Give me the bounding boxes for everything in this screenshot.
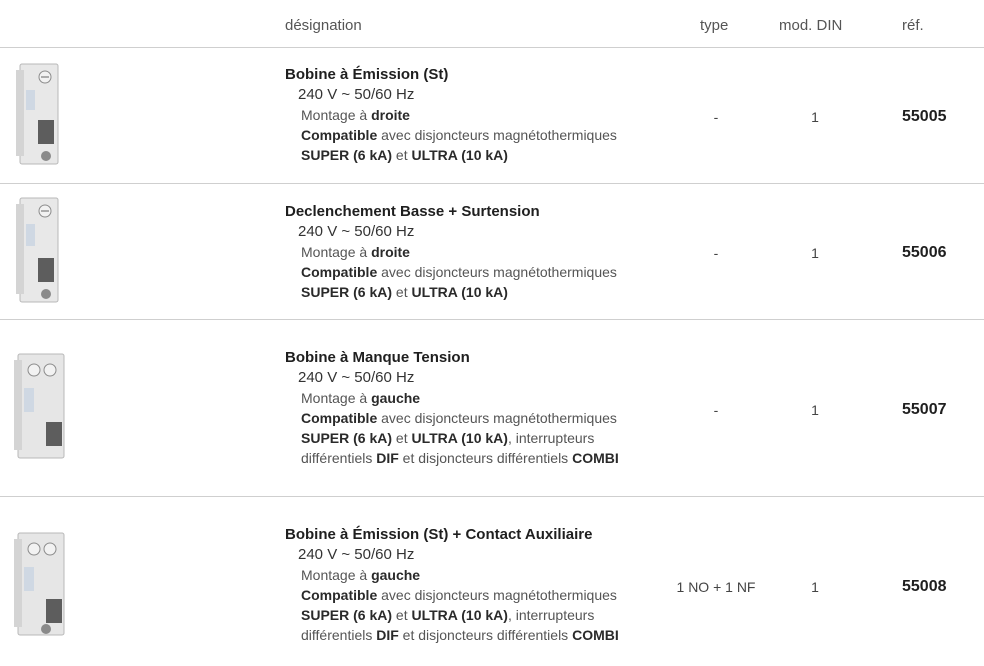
compat-line: Compatible avec disjoncteurs magnétothermiques [301,410,617,426]
column-header-ref: réf. [902,17,924,34]
table-row[interactable] [0,184,984,320]
compat-line: Compatible avec disjoncteurs magnétothermiques [301,264,617,280]
mod-din-value: 1 [811,245,819,261]
range-line: SUPER (6 kA) et ULTRA (10 kA) [301,284,508,300]
differential-line: différentiels DIF et disjoncteurs différentiels COMBI [301,450,619,466]
reference-value: 55008 [902,578,947,595]
circuit-breaker-image [12,60,70,168]
row-description [285,525,619,645]
mod-din-value: 1 [811,579,819,595]
type-value: - [713,109,719,125]
product-title: Bobine à Émission (St) [285,66,449,83]
product-title: Bobine à Émission (St) + Contact Auxiliaire [285,526,593,543]
range-line: SUPER (6 kA) et ULTRA (10 kA), interrupteurs [301,430,595,446]
voltage-rating: 240 V ~ 50/60 Hz [298,223,415,240]
type-value: - [713,402,719,418]
column-header-designation: désignation [285,17,362,34]
row-description [285,348,619,468]
compat-line: Compatible avec disjoncteurs magnétothermiques [301,587,617,603]
mount-line: Montage à droite [301,107,410,123]
product-title: Bobine à Manque Tension [285,349,470,366]
range-line: SUPER (6 kA) et ULTRA (10 kA) [301,147,508,163]
table-row[interactable] [0,48,984,184]
circuit-breaker-image [12,527,74,643]
column-header-type: type [700,17,729,34]
voltage-rating: 240 V ~ 50/60 Hz [298,86,415,103]
product-title: Declenchement Basse + Surtension [285,203,540,220]
table-row[interactable] [0,320,984,497]
mount-line: Montage à gauche [301,390,421,406]
reference-value: 55005 [902,108,947,125]
row-description [285,202,617,302]
mod-din-value: 1 [811,109,819,125]
circuit-breaker-image [12,348,74,466]
compat-line: Compatible avec disjoncteurs magnétothermiques [301,127,617,143]
mount-line: Montage à droite [301,244,410,260]
circuit-breaker-image [12,194,70,306]
range-line: SUPER (6 kA) et ULTRA (10 kA), interrupteurs [301,607,595,623]
voltage-rating: 240 V ~ 50/60 Hz [298,546,415,563]
row-description [285,65,617,165]
type-value: 1 NO + 1 NF [676,579,756,595]
reference-value: 55006 [902,244,947,261]
voltage-rating: 240 V ~ 50/60 Hz [298,369,415,386]
mount-line: Montage à gauche [301,567,421,583]
column-header-mod-din: mod. DIN [779,17,843,34]
type-value: - [713,245,719,261]
table-row[interactable] [0,497,984,666]
reference-value: 55007 [902,401,947,418]
mod-din-value: 1 [811,402,819,418]
table-header [0,0,984,48]
differential-line: différentiels DIF et disjoncteurs différentiels COMBI [301,627,619,643]
